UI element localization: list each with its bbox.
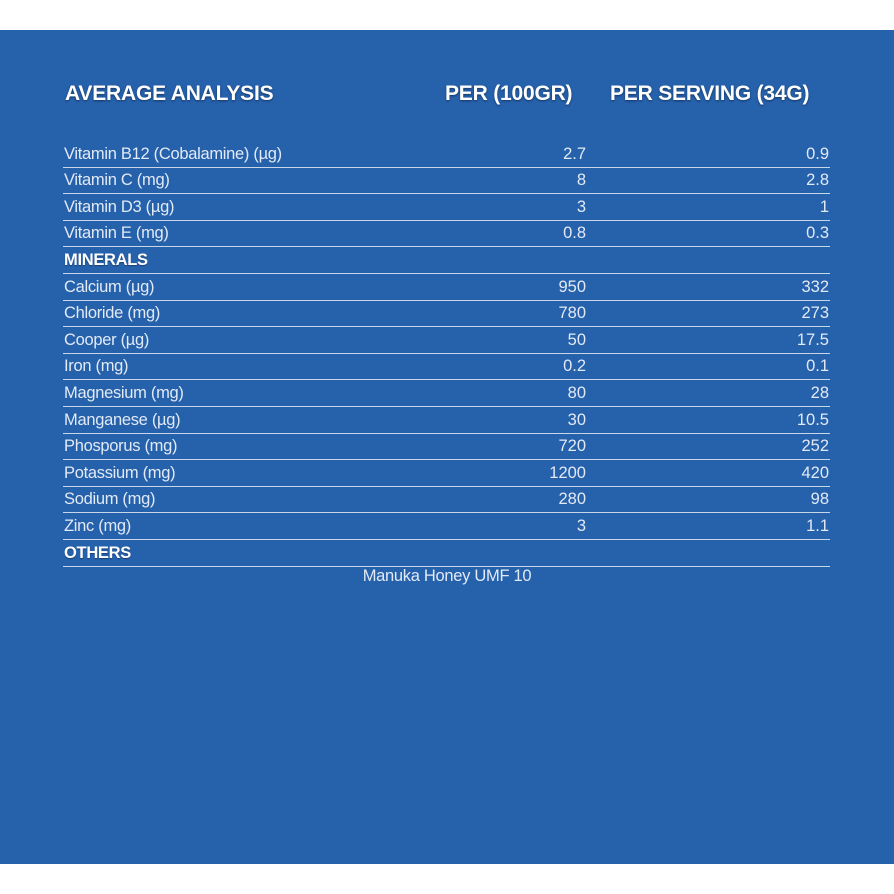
per-serving-value: 98 — [810, 490, 829, 509]
nutrient-name: Cooper (µg) — [64, 330, 150, 349]
table-row — [63, 460, 830, 487]
nutrition-table — [63, 141, 830, 567]
table-header — [0, 82, 894, 114]
nutrient-name: Potassium (mg) — [64, 463, 176, 482]
per-100gr-value: 8 — [576, 171, 586, 190]
per-serving-value: 28 — [810, 383, 829, 402]
per-serving-value: 17.5 — [796, 330, 829, 349]
per-serving-value: 1 — [819, 197, 829, 216]
per-100gr-value: 3 — [576, 516, 586, 535]
per-serving-value: 420 — [801, 463, 829, 482]
per-serving-value: 2.8 — [806, 171, 829, 190]
per-100gr-value: 780 — [558, 304, 586, 323]
per-100gr-value: 80 — [567, 383, 586, 402]
section-header-row — [63, 247, 830, 274]
nutrient-name: Vitamin D3 (µg) — [64, 197, 175, 216]
per-100gr-value: 50 — [567, 330, 586, 349]
nutrient-name: Vitamin B12 (Cobalamine) (µg) — [64, 144, 282, 163]
nutrient-name: Vitamin C (mg) — [64, 171, 170, 190]
per-serving-value: 1.1 — [806, 516, 829, 535]
nutrient-name: Vitamin E (mg) — [64, 224, 169, 243]
nutrient-name: Chloride (mg) — [64, 304, 161, 323]
per-serving-value: 0.9 — [806, 144, 829, 163]
per-100gr-value: 0.8 — [563, 224, 586, 243]
table-row — [63, 221, 830, 248]
nutrition-panel — [0, 30, 894, 864]
section-title: MINERALS — [64, 250, 148, 269]
per-serving-value: 0.3 — [806, 224, 829, 243]
per-100gr-value: 950 — [558, 277, 586, 296]
table-row — [63, 141, 830, 168]
header-average-analysis: AVERAGE ANALYSIS — [65, 82, 274, 105]
table-row — [63, 487, 830, 514]
table-row — [63, 274, 830, 301]
per-serving-value: 10.5 — [796, 410, 829, 429]
per-100gr-value: 720 — [558, 437, 586, 456]
per-100gr-value: 3 — [576, 197, 586, 216]
nutrient-name: Magnesium (mg) — [64, 383, 184, 402]
per-serving-value: 332 — [801, 277, 829, 296]
table-row — [63, 354, 830, 381]
per-serving-value: 273 — [801, 304, 829, 323]
table-row — [63, 434, 830, 461]
table-row — [63, 168, 830, 195]
section-header-row — [63, 540, 830, 567]
section-title: OTHERS — [64, 543, 131, 562]
nutrient-name: Manganese (µg) — [64, 410, 181, 429]
per-100gr-value: 2.7 — [563, 144, 586, 163]
per-serving-value: 252 — [801, 437, 829, 456]
per-100gr-value: 1200 — [549, 463, 586, 482]
header-per-100gr: PER (100GR) — [445, 82, 573, 105]
nutrient-name: Sodium (mg) — [64, 490, 156, 509]
others-note: Manuka Honey UMF 10 — [362, 567, 532, 585]
table-row — [63, 513, 830, 540]
table-row — [63, 407, 830, 434]
table-row — [63, 194, 830, 221]
per-serving-value: 0.1 — [806, 357, 829, 376]
nutrient-name: Calcium (µg) — [64, 277, 155, 296]
table-row — [63, 380, 830, 407]
per-100gr-value: 30 — [567, 410, 586, 429]
table-row — [63, 327, 830, 354]
per-100gr-value: 0.2 — [563, 357, 586, 376]
nutrient-name: Iron (mg) — [64, 357, 129, 376]
nutrient-name: Zinc (mg) — [64, 516, 131, 535]
per-100gr-value: 280 — [558, 490, 586, 509]
table-row — [63, 301, 830, 328]
header-per-serving: PER SERVING (34G) — [610, 82, 810, 105]
nutrient-name: Phosporus (mg) — [64, 437, 178, 456]
